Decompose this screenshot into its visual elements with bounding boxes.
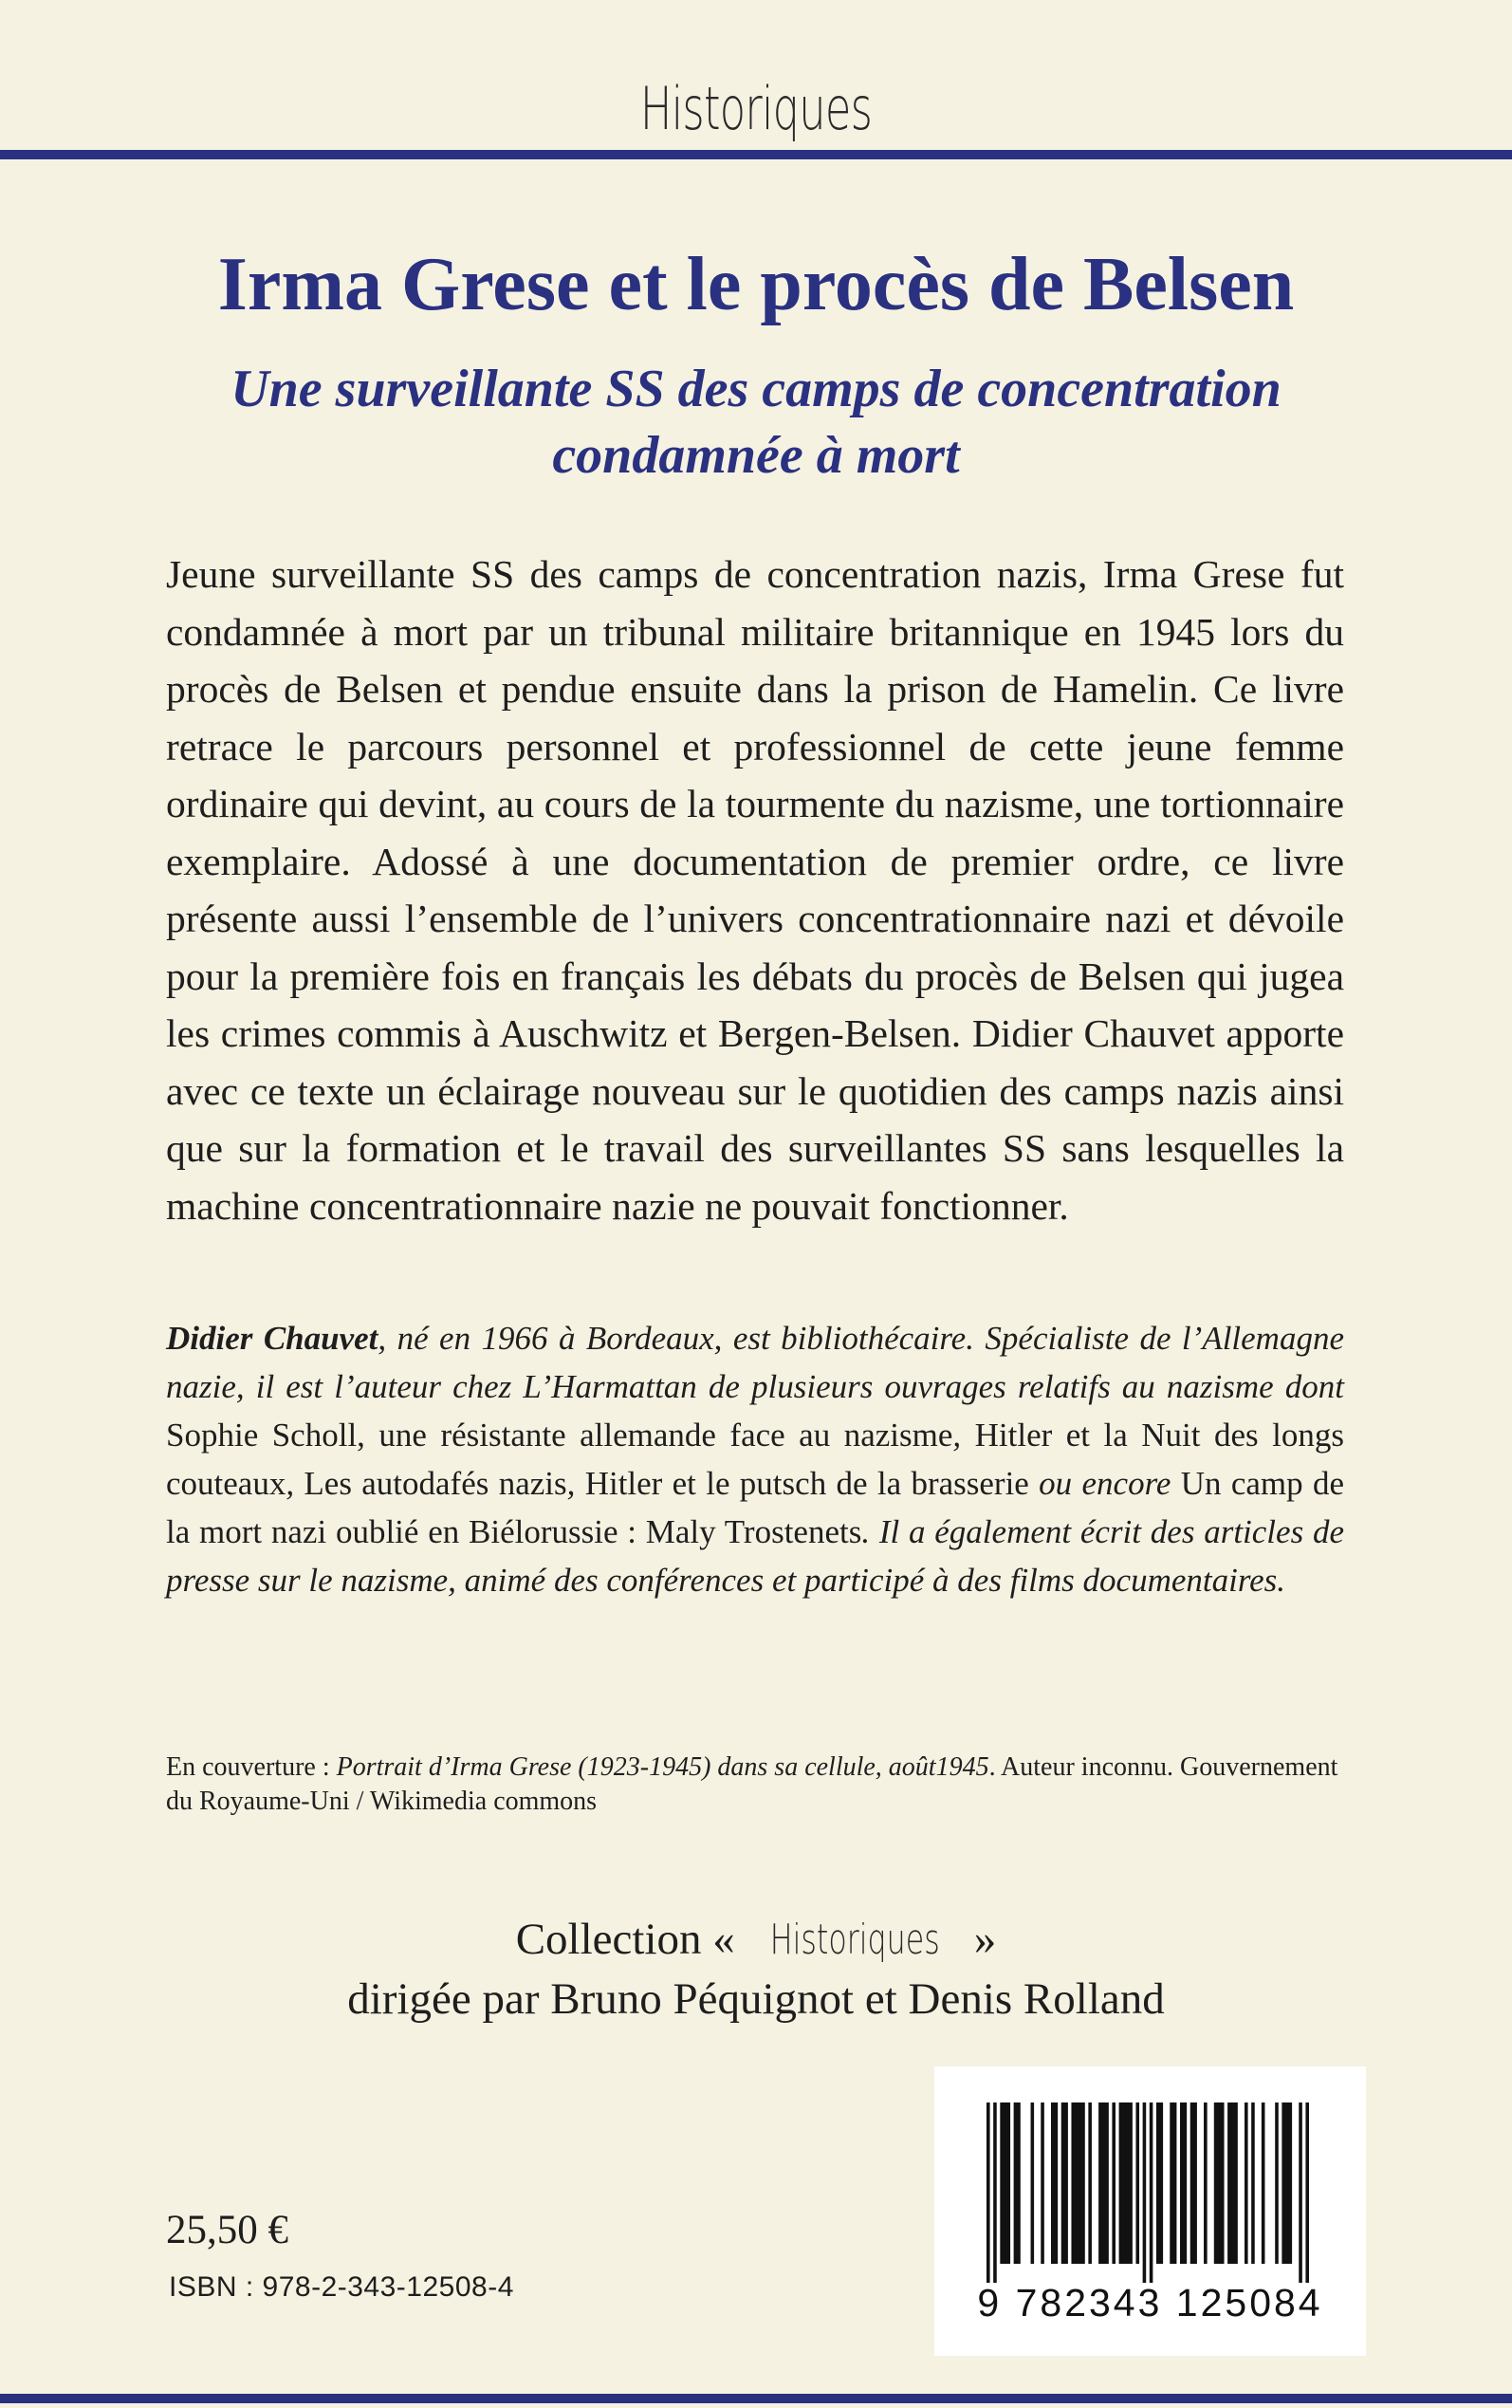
barcode-bar xyxy=(1098,2102,1109,2264)
barcode-bar xyxy=(1275,2102,1279,2264)
barcode-digits: 9 782343 125084 xyxy=(977,2281,1323,2325)
barcode-bar xyxy=(986,2102,990,2283)
barcode-bar xyxy=(1180,2102,1187,2264)
credit-label: En couverture : xyxy=(166,1752,330,1782)
barcode-bar xyxy=(1000,2102,1010,2264)
barcode-bar xyxy=(1088,2102,1092,2264)
book-title-3: Les autodafés nazis xyxy=(304,1465,567,1502)
barcode-bar xyxy=(1143,2102,1147,2283)
author-bio xyxy=(166,1314,1344,1604)
barcode-bar xyxy=(1190,2102,1197,2264)
barcode-bar xyxy=(1112,2102,1116,2264)
author-outro: . Il a également écrit des articles de presse sur le nazisme, animé des conférences et participé à des films documentaires. xyxy=(166,1513,1344,1599)
book-title-1: Sophie Scholl, une résistante allemande face au nazisme xyxy=(166,1417,953,1454)
separator: , xyxy=(286,1465,295,1502)
collection-series-logo: Historiques xyxy=(769,1916,940,1964)
barcode-bar xyxy=(1245,2102,1248,2264)
barcode-bar xyxy=(1061,2102,1068,2264)
barcode-bar xyxy=(1041,2102,1044,2264)
collection-directors: dirigée par Bruno Péquignot et Denis Rolland xyxy=(347,1974,1165,2024)
barcode-bar xyxy=(1014,2102,1021,2264)
barcode-bar xyxy=(1204,2102,1208,2264)
collection-prefix: Collection « xyxy=(515,1915,735,1964)
barcode-bar xyxy=(1071,2102,1084,2264)
barcode-bar xyxy=(1031,2102,1035,2264)
separator: , xyxy=(952,1417,962,1454)
author-intro: , né en 1966 à Bordeaux, est bibliothécaire. Spécialiste de l’Allemagne nazie, il est l’auteur chez L’Harmattan de plusieurs ouvrages relatifs au nazisme dont xyxy=(166,1320,1344,1405)
price: 25,50 € xyxy=(166,2208,288,2252)
barcode-bar xyxy=(993,2102,997,2283)
barcode-bar xyxy=(1170,2102,1176,2264)
barcode-bar xyxy=(1262,2102,1265,2264)
barcode-bar xyxy=(1214,2102,1225,2264)
barcode-bar xyxy=(1282,2102,1292,2264)
barcode-bar xyxy=(1156,2102,1163,2264)
book-title-5: Un camp de la mort nazi oublié en Biélorussie : Maly Trostenets xyxy=(166,1465,1344,1550)
barcode xyxy=(934,2066,1366,2356)
separator: , xyxy=(566,1465,576,1502)
barcode-bar xyxy=(1251,2102,1255,2264)
series-logo: Historiques xyxy=(639,74,873,143)
book-description: Jeune surveillante SS des camps de concentration nazis, Irma Grese fut condamnée à mort par un tribunal militaire britannique en 1945 lors du procès de Belsen et pendue ensuite dans la prison de Hamelin. Ce livre retrace le parcours personnel et professionnel de cette jeune femme ordinaire qui devint, au cours de la tourmente du nazisme, une tortionnaire exemplaire. Adossé à une documentation de premier ordre, ce livre présente aussi l’ensemble de l’univers concentrationnaire nazi et dévoile pour la première fois en français les débats du procès de Belsen qui jugea les crimes commis à Auschwitz et Bergen-Belsen. Didier Chauvet apporte avec ce texte un éclairage nouveau sur le quotidien des camps nazis ainsi que sur la formation et le travail des surveillantes SS sans lesquelles la machine concentrationnaire nazie ne pouvait fonctionner. xyxy=(166,552,1344,1228)
top-rule xyxy=(0,150,1512,159)
collection-block xyxy=(0,1910,1512,2028)
barcode-bar xyxy=(1150,2102,1153,2283)
credit-rest: . Auteur inconnu. Gouvernement du Royaume-Uni / Wikimedia commons xyxy=(166,1752,1338,1816)
isbn: ISBN : 978-2-343-12508-4 xyxy=(169,2271,514,2303)
book-title-4: Hitler et le putsch de la brasserie xyxy=(584,1465,1029,1502)
barcode-bar xyxy=(1135,2102,1139,2264)
cover-credit xyxy=(166,1750,1347,1819)
barcode-bar xyxy=(1051,2102,1058,2264)
barcode-bar xyxy=(1305,2102,1309,2283)
collection-suffix: » xyxy=(973,1915,997,1964)
collection-line xyxy=(0,1910,1512,1970)
barcode-bars xyxy=(986,2102,1309,2283)
connector: ou encore xyxy=(1039,1465,1171,1502)
barcode-bar xyxy=(1119,2102,1133,2264)
book-title-2: Hitler et la Nuit des longs couteaux xyxy=(166,1417,1344,1502)
author-name: Didier Chauvet xyxy=(166,1320,378,1357)
book-title: Irma Grese et le procès de Belsen xyxy=(217,243,1295,326)
credit-caption: Portrait d’Irma Grese (1923-1945) dans sa cellule, août1945 xyxy=(336,1752,989,1782)
barcode-bar xyxy=(1299,2102,1302,2283)
barcode-bar xyxy=(1227,2102,1238,2264)
book-subtitle: Une surveillante SS des camps de concentration condamnée à mort xyxy=(230,360,1282,485)
bottom-rule xyxy=(0,2394,1512,2403)
